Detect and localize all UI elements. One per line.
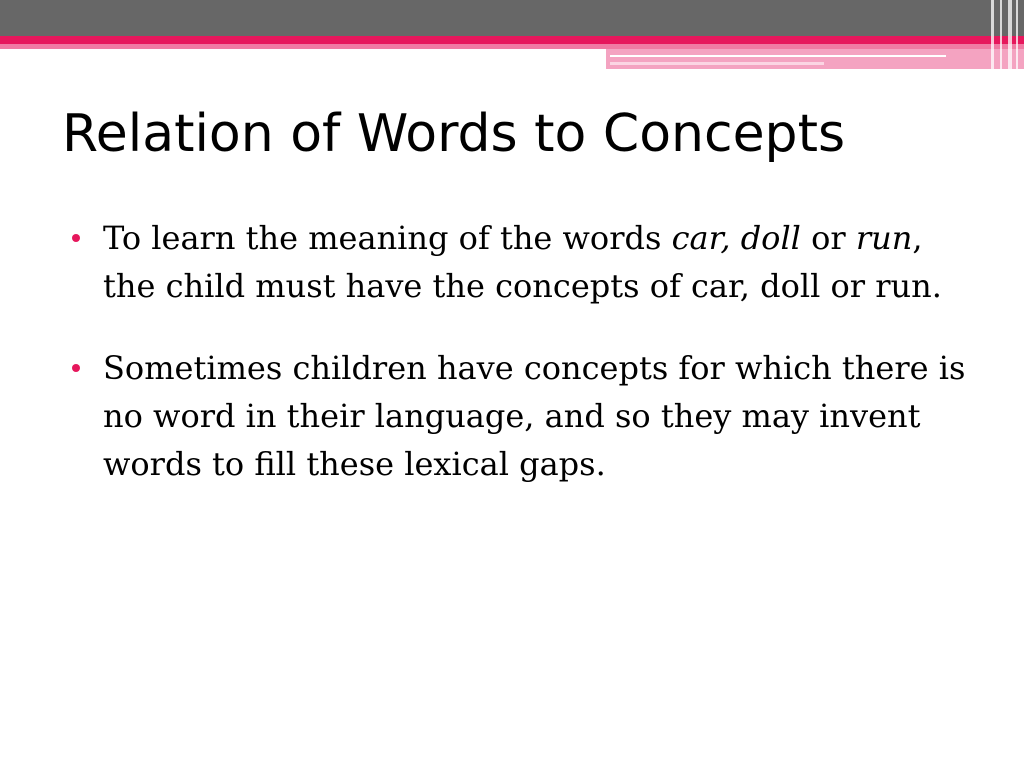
bullet-text: Sometimes children have concepts for which there is no word in their language, and so they may invent words to fill these lexical gaps. bbox=[103, 349, 966, 483]
header-vertical-stripe bbox=[1016, 0, 1018, 69]
bullet-text: To learn the meaning of the words bbox=[103, 219, 672, 257]
header-vertical-stripe bbox=[991, 0, 994, 69]
header-gray-band bbox=[0, 0, 1024, 36]
bullet-text: or bbox=[800, 219, 856, 257]
bullet-text-italic: car, doll bbox=[671, 219, 801, 257]
header-right-accent-band bbox=[606, 49, 1024, 69]
bullet-item bbox=[72, 214, 972, 310]
bullet-dot-icon bbox=[72, 364, 80, 372]
bullet-dot-icon bbox=[72, 234, 80, 242]
header-vertical-stripe bbox=[1000, 0, 1002, 69]
header-pink-band bbox=[0, 36, 1024, 44]
header-right-accent-line bbox=[610, 55, 946, 57]
bullet-text: , the child must have the concepts of car, doll or run. bbox=[103, 219, 942, 305]
bullet-list bbox=[72, 214, 972, 522]
header-right-accent-line-2 bbox=[610, 62, 824, 65]
bullet-text-italic: run bbox=[855, 219, 913, 257]
slide-title: Relation of Words to Concepts bbox=[62, 104, 846, 164]
bullet-item bbox=[72, 344, 972, 488]
header-vertical-stripe bbox=[1008, 0, 1012, 69]
